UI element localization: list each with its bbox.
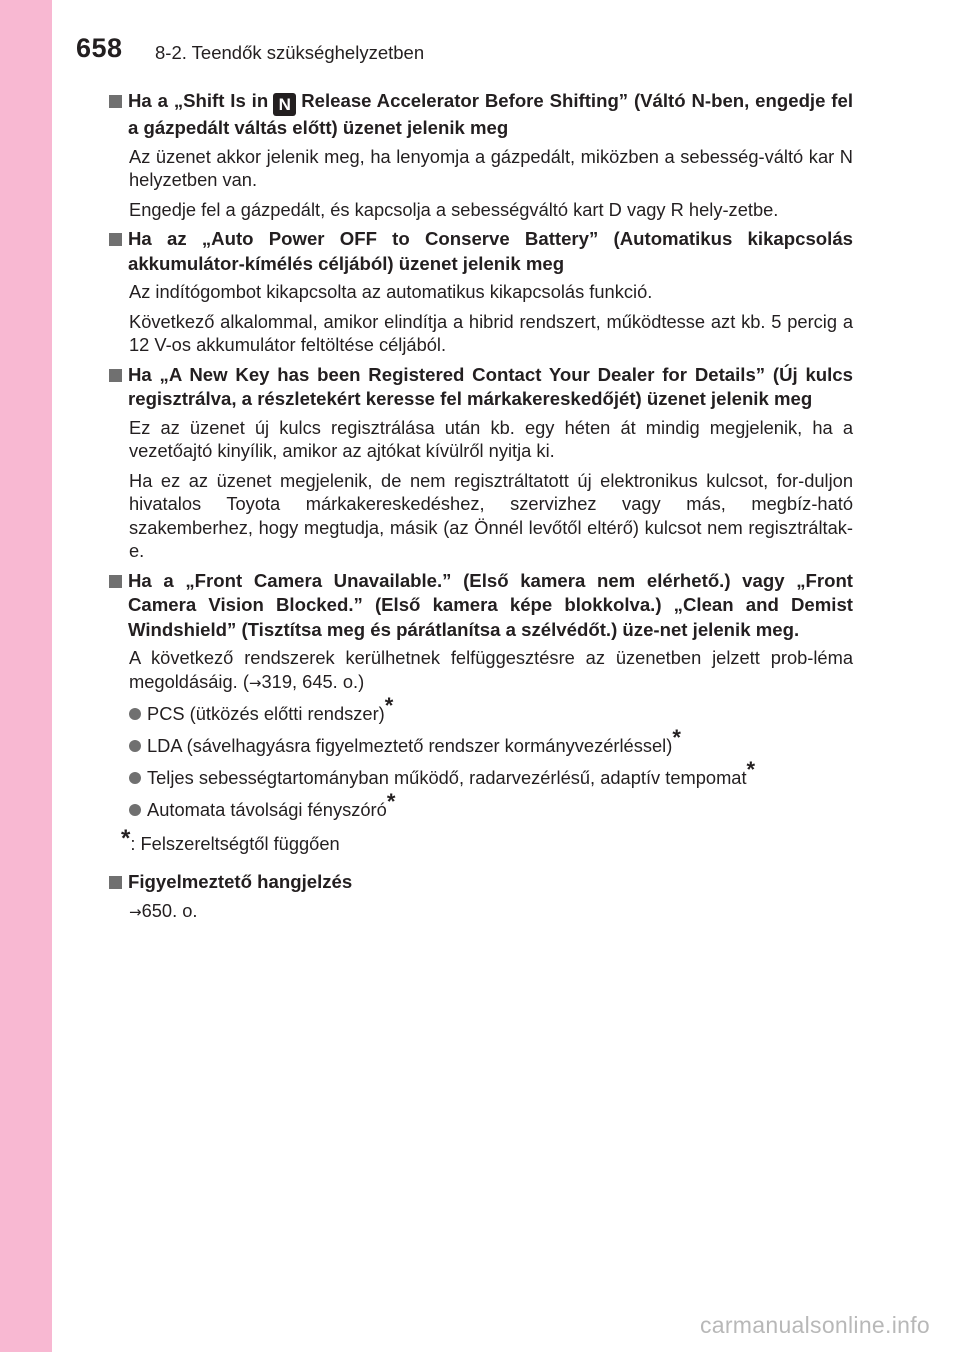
asterisk-marker: * (384, 693, 394, 718)
list-item-label: Automata távolsági fényszóró (147, 799, 387, 820)
footnote-text: : Felszereltségtől függően (130, 833, 340, 854)
heading-text: Ha a „Front Camera Unavailable.” (Első kamera nem elérhető.) vagy „Front Camera Vision Blocked.” (Első kamera képe blokkolva.) „Clean and Demist Windshield” (Tisztítsa meg és párátlanítsa a szélvédőt.) üze-net jelenik meg. (128, 569, 853, 640)
section-heading (109, 870, 853, 895)
square-bullet-icon (109, 95, 122, 108)
square-bullet-icon (109, 233, 122, 246)
paragraph: Ha ez az üzenet megjelenik, de nem regisztráltatott új elektronikus kulcsot, for-duljon hivatalos Toyota márkakereskedéshez, szervizhez vagy más, megbíz-ható szakemberhez, hogy megtudja, másik (az Önnél levőtől eltérő) kulcsot nem regisztráltak-e. (129, 469, 853, 561)
list-item-label: PCS (ütközés előtti rendszer) (147, 703, 385, 724)
page-content (109, 89, 853, 930)
square-bullet-icon (109, 369, 122, 382)
list-item-label: LDA (sávelhagyásra figyelmeztető rendszer kormányvezérléssel) (147, 735, 673, 756)
list-item-text (147, 757, 756, 790)
round-bullet-icon (129, 740, 141, 752)
chapter-title: 8-2. Teendők szükséghelyzetben (155, 42, 425, 63)
section-heading (109, 89, 853, 141)
section-front-camera (109, 569, 853, 857)
paragraph: Az indítógombot kikapcsolta az automatikus kikapcsolás funkció. (129, 281, 653, 302)
section-warning-buzzer (109, 870, 853, 924)
section-heading (109, 227, 853, 276)
page-reference: 319, 645. o.) (261, 670, 365, 692)
list-item (129, 725, 853, 758)
section-new-key-registered (109, 363, 853, 563)
round-bullet-icon (129, 804, 141, 816)
page-number: 658 (76, 33, 123, 63)
section-shift-in-n (109, 89, 853, 221)
neutral-gear-n-icon: N (273, 93, 296, 116)
list-item (129, 757, 853, 790)
list-item-label: Teljes sebességtartományban működő, radarvezérlésű, adaptív tempomat (147, 767, 747, 788)
paragraph: Engedje fel a gázpedált, és kapcsolja a sebességváltó kart D vagy R hely-zetbe. (129, 198, 779, 220)
round-bullet-icon (129, 708, 141, 720)
heading-text-part: Release Accelerator Before Shifting” (Váltó N-ben, engedje fel a gázpedált váltás előtt) üzenet jelenik meg (128, 90, 853, 138)
asterisk-marker: * (672, 725, 681, 750)
square-bullet-icon (109, 876, 122, 889)
list-item-text (147, 693, 394, 726)
heading-text-part: Ha a „Shift Is in (128, 90, 269, 111)
heading-text: Ha „A New Key has been Registered Contact Your Dealer for Details” (Új kulcs regisztrálva, a részletekért keresse fel márkakereskedőjét) üzenet jelenik meg (128, 363, 853, 409)
arrow-right-icon: → (129, 902, 142, 921)
page-reference: 650. o. (141, 899, 198, 921)
heading-text: Ha az „Auto Power OFF to Conserve Battery” (Automatikus kikapcsolás akkumulátor-kímélés céljából) üzenet jelenik meg (128, 228, 853, 274)
pink-side-tab (0, 0, 52, 1352)
list-item (129, 693, 853, 726)
paragraph: Ez az üzenet új kulcs regisztrálása után kb. egy héten át mindig megjelenik, ha a vezetőajtó kinyílik, amikor az ajtókat kívülről nyitja ki. (129, 416, 853, 461)
section-heading (109, 363, 853, 412)
asterisk-marker: * (746, 757, 756, 782)
round-bullet-icon (129, 772, 141, 784)
section-heading (109, 569, 853, 643)
paragraph (129, 899, 853, 925)
paragraph: Következő alkalommal, amikor elindítja a hibrid rendszert, működtesse azt kb. 5 percig a 12 V-os akkumulátor feltöltése céljából. (129, 310, 853, 355)
heading-text: Figyelmeztető hangjelzés (128, 871, 353, 892)
paragraph-text: A következő rendszerek kerülhetnek felfüggesztésre az üzenetben jelzett prob-léma megoldásáig. ( (129, 647, 853, 692)
section-auto-power-off (109, 227, 853, 357)
arrow-right-icon: → (248, 673, 262, 692)
footnote (121, 825, 853, 856)
asterisk-marker: * (386, 789, 396, 814)
square-bullet-icon (109, 575, 122, 588)
watermark: carmanualsonline.info (699, 1312, 930, 1338)
paragraph: Az üzenet akkor jelenik meg, ha lenyomja a gázpedált, miközben a sebesség-váltó kar N helyzetben van. (129, 145, 853, 190)
asterisk-marker: * (121, 825, 131, 852)
paragraph (129, 646, 853, 695)
list-item (129, 789, 853, 822)
heading-text (128, 89, 853, 141)
list-item-text (147, 725, 681, 758)
list-item-text (147, 789, 396, 822)
